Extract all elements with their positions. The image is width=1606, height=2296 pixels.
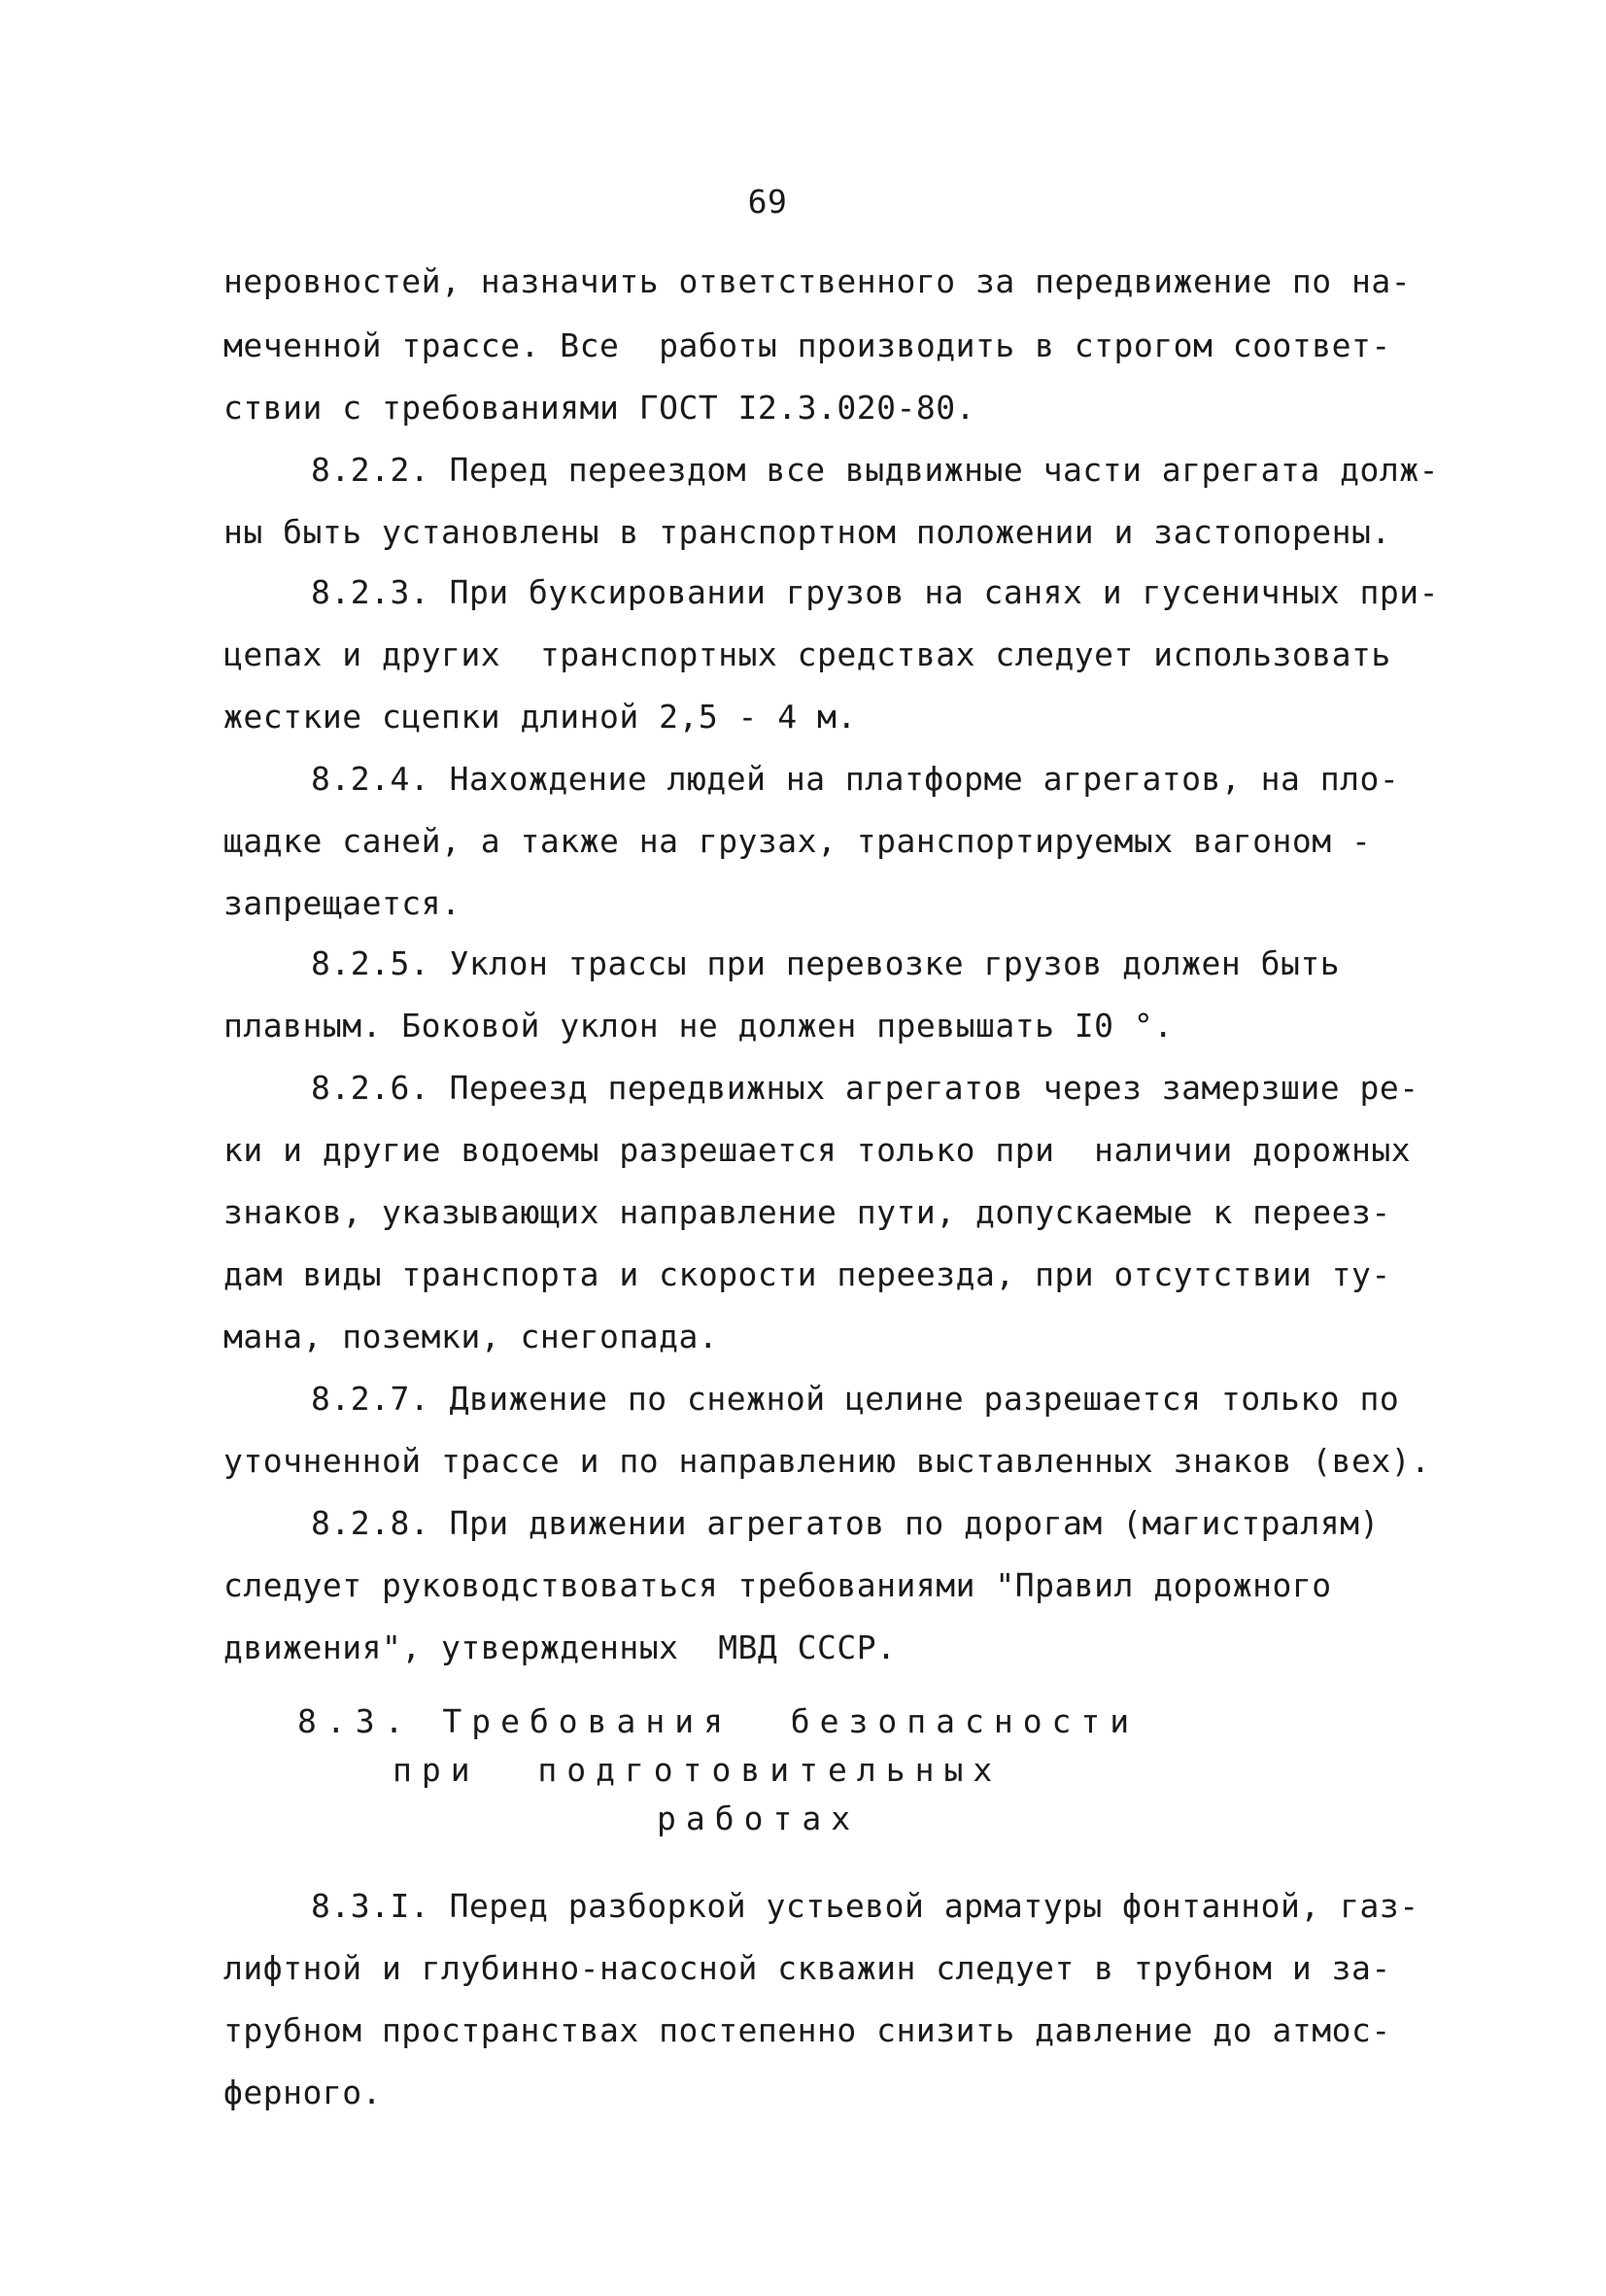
text-line: трубном пространствах постепенно снизить давление до атмос-	[223, 2011, 1391, 2049]
paragraph-8-2-8-line: 8.2.8. При движении агрегатов по дорогам (магистралям)	[311, 1504, 1380, 1542]
text-line: лифтной и глубинно-насосной скважин следует в трубном и за-	[223, 1949, 1391, 1987]
paragraph-8-2-5-line: 8.2.5. Уклон трассы при перевозке грузов должен быть	[311, 944, 1341, 982]
text-line: дам виды транспорта и скорости переезда, при отсутствии ту-	[223, 1255, 1391, 1293]
text-line: знаков, указывающих направление пути, допускаемые к переез-	[223, 1193, 1391, 1231]
text-line: ки и другие водоемы разрешается только при наличии дорожных	[223, 1131, 1412, 1169]
text-line: уточненной трассе и по направлению выставленных знаков (вех).	[223, 1442, 1431, 1480]
section-heading-line-3: работах	[657, 1799, 861, 1837]
paragraph-8-2-6-line: 8.2.6. Переезд передвижных агрегатов через замерзшие ре-	[311, 1069, 1419, 1107]
text-line: ствии с требованиями ГОСТ I2.3.020-80.	[223, 389, 975, 427]
text-line: неровностей, назначить ответственного за передвижение по на-	[223, 262, 1412, 300]
section-heading-line-1: 8.3. Требования безопасности	[297, 1702, 1140, 1740]
paragraph-8-2-3-line: 8.2.3. При буксировании грузов на санях и гусеничных при-	[311, 573, 1439, 611]
text-line: жесткие сцепки длиной 2,5 - 4 м.	[223, 698, 857, 736]
page-number: 69	[747, 183, 788, 221]
paragraph-8-2-2-line: 8.2.2. Перед переездом все выдвижные части агрегата долж-	[311, 451, 1439, 489]
text-line: движения", утвержденных МВД СССР.	[223, 1628, 897, 1666]
paragraph-8-3-1-line: 8.3.I. Перед разборкой устьевой арматуры фонтанной, газ-	[311, 1887, 1419, 1925]
text-line: щадке саней, а также на грузах, транспортируемых вагоном -	[223, 822, 1372, 860]
text-line: ны быть установлены в транспортном положении и застопорены.	[223, 513, 1391, 551]
text-line: плавным. Боковой уклон не должен превышать I0 °.	[223, 1007, 1174, 1045]
section-heading-line-2: при подготовительных	[393, 1751, 1003, 1789]
text-line: мана, поземки, снегопада.	[223, 1318, 719, 1355]
text-line: ферного.	[223, 2073, 382, 2111]
paragraph-8-2-4-line: 8.2.4. Нахождение людей на платформе агрегатов, на пло-	[311, 760, 1400, 798]
text-line: меченной трассе. Все работы производить в строгом соответ-	[223, 326, 1391, 364]
text-line: следует руководствоваться требованиями "Правил дорожного	[223, 1566, 1332, 1604]
paragraph-8-2-7-line: 8.2.7. Движение по снежной целине разрешается только по	[311, 1380, 1400, 1418]
text-line: запрещается.	[223, 884, 461, 922]
text-line: цепах и других транспортных средствах следует использовать	[223, 635, 1391, 673]
